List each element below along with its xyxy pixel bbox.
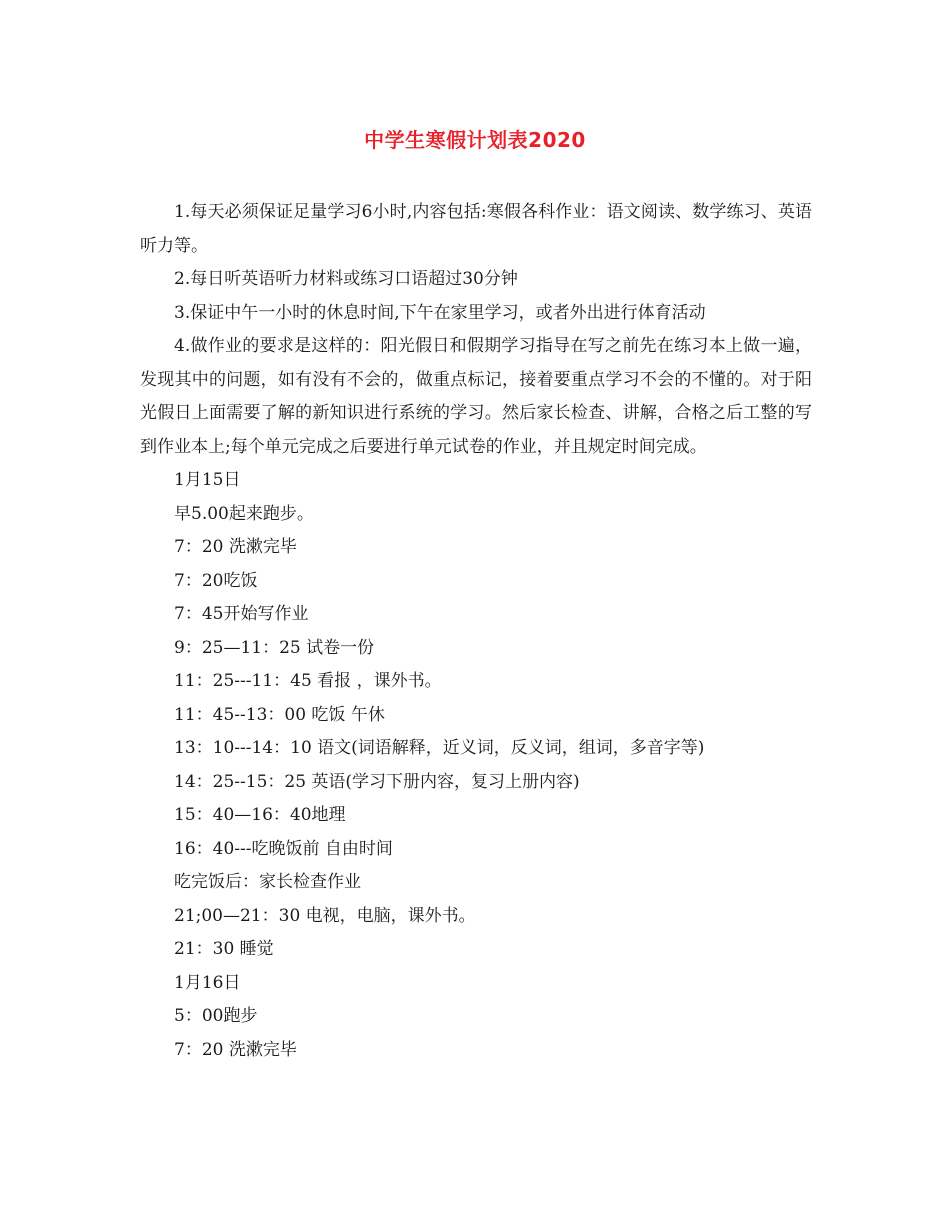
schedule-line: 早5.00起来跑步。: [174, 503, 314, 524]
schedule-date: 1月15日: [174, 470, 241, 490]
schedule-line: 16：40---吃晚饭前 自由时间: [174, 838, 393, 859]
schedule-line: 21;00—21：30 电视，电脑，课外书。: [174, 905, 476, 926]
schedule-line: 9：25—11：25 试卷一份: [174, 637, 375, 658]
schedule-line: 14：25--15：25 英语(学习下册内容，复习上册内容): [174, 771, 580, 792]
schedule-line: 7：20 洗漱完毕: [174, 537, 297, 557]
paragraph-3: 3.保证中午一小时的休息时间,下午在家里学习，或者外出进行体育活动: [174, 302, 706, 323]
schedule-line: 吃完饭后：家长检查作业: [174, 872, 361, 892]
schedule-date: 1月16日: [174, 972, 241, 993]
schedule-line: 5：00跑步: [174, 1006, 258, 1026]
paragraph-4: 4.做作业的要求是这样的：阳光假日和假期学习指导在写之前先在练习本上做一遍，发现其中的问题，如有没有不会的，做重点标记，接着要重点学习不会的不懂的。对于阳光假日上面需要了解的新知识进行系统的学习。然后家长检查、讲解，合格之后工整的写到作业本上;每个单元完成之后要进行单元试卷的作业，并且规定时间完成。: [140, 336, 812, 457]
schedule-line: 7：20 洗漱完毕: [174, 1039, 297, 1060]
page-title: 中学生寒假计划表2020: [364, 128, 586, 152]
schedule-line: 15：40—16：40地理: [174, 805, 346, 825]
document-body: [140, 196, 812, 1067]
schedule-line: 13：10---14：10 语文(词语解释，近义词，反义词，组词，多音字等): [174, 738, 705, 758]
schedule-line: 11：25---11：45 看报 ，课外书。: [174, 671, 442, 691]
schedule-line: 7：20吃饭: [174, 570, 258, 591]
schedule-line: 11：45--13：00 吃饭 午休: [174, 704, 385, 725]
schedule-line: 21：30 睡觉: [174, 939, 274, 959]
paragraph-1: 1.每天必须保证足量学习6小时,内容包括:寒假各科作业：语文阅读、数学练习、英语听力等。: [140, 202, 812, 256]
paragraph-2: 2.每日听英语听力材料或练习口语超过30分钟: [174, 269, 518, 289]
schedule-line: 7：45开始写作业: [174, 604, 309, 624]
